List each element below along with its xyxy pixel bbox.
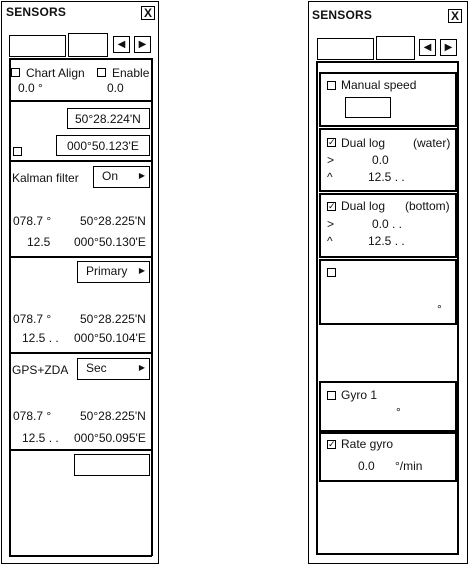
right-tab-next-button[interactable] xyxy=(440,39,457,56)
dual-log-bottom-checkbox[interactable]: ✓ xyxy=(328,201,336,211)
dual-log-water-type: (water) xyxy=(413,136,451,150)
kalman-filter-label: Kalman filter xyxy=(12,171,79,185)
chart-align-value: 0.0 ° xyxy=(18,81,43,95)
longitude-input[interactable]: 000°50.123'E xyxy=(56,135,150,156)
block1-heading: 078.7 ° xyxy=(13,214,52,228)
unlabeled-sensor-checkbox[interactable] xyxy=(327,268,336,277)
arrow-left-icon: ◀ xyxy=(423,42,432,53)
left-right-edge xyxy=(151,58,153,556)
left-bottom-line xyxy=(9,555,152,557)
block2-heading: 078.7 ° xyxy=(13,312,52,326)
block3-longitude: 000°50.095'E xyxy=(74,431,146,445)
unlabeled-sensor-degree: ° xyxy=(437,302,442,316)
left-left-edge xyxy=(9,58,11,556)
dual-log-bottom-label: Dual log xyxy=(341,199,386,213)
left-tab-divider xyxy=(9,58,152,60)
block2-latitude: 50°28.225'N xyxy=(80,312,146,326)
left-tab-2[interactable] xyxy=(68,33,108,57)
dropdown-arrow-icon: ▶ xyxy=(138,266,145,275)
kalman-filter-value: On xyxy=(102,169,119,183)
primary-dropdown[interactable] xyxy=(77,261,150,283)
enable-value: 0.0 xyxy=(107,81,124,95)
block1-longitude: 000°50.130'E xyxy=(74,235,146,249)
dual-log-bottom-sym2: ^ xyxy=(327,234,333,248)
gyro1-checkbox[interactable] xyxy=(327,391,336,400)
right-tab-1[interactable] xyxy=(317,38,374,60)
position-checkbox[interactable] xyxy=(13,147,22,156)
arrow-left-icon: ◀ xyxy=(117,39,126,50)
left-divider-1 xyxy=(9,100,152,102)
latitude-input[interactable]: 50°28.224'N xyxy=(67,108,150,129)
rate-gyro-label: Rate gyro xyxy=(341,437,394,451)
block3-heading: 078.7 ° xyxy=(13,409,52,423)
dual-log-water-val2: 12.5 . . xyxy=(368,170,405,184)
block1-speed: 12.5 xyxy=(27,235,51,249)
dual-log-bottom-val1: 0.0 . . xyxy=(372,217,403,231)
dual-log-water-sym1: > xyxy=(327,153,335,167)
left-divider-2 xyxy=(9,160,152,162)
manual-speed-input[interactable] xyxy=(345,97,391,118)
left-divider-5 xyxy=(9,449,152,451)
dual-log-bottom-type: (bottom) xyxy=(405,199,450,213)
gyro1-label: Gyro 1 xyxy=(341,388,378,402)
left-tab-1[interactable] xyxy=(9,35,66,57)
right-tab-prev-button[interactable] xyxy=(419,39,436,56)
right-tab-2[interactable] xyxy=(376,36,415,60)
left-divider-4 xyxy=(9,352,152,354)
block1-latitude: 50°28.225'N xyxy=(80,214,146,228)
manual-speed-checkbox[interactable] xyxy=(327,81,336,90)
sec-dropdown[interactable] xyxy=(77,358,150,380)
left-tab-prev-button[interactable] xyxy=(113,36,130,53)
primary-value: Primary xyxy=(86,264,128,278)
gps-zda-label: GPS+ZDA xyxy=(12,363,69,377)
right-close-button[interactable]: X xyxy=(448,9,462,23)
chart-align-label: Chart Align xyxy=(26,66,85,80)
right-window-title: SENSORS xyxy=(312,8,373,22)
rate-gyro-value: 0.0 xyxy=(358,459,375,473)
dropdown-arrow-icon: ▶ xyxy=(138,363,145,372)
block3-latitude: 50°28.225'N xyxy=(80,409,146,423)
dual-log-water-val1: 0.0 xyxy=(372,153,389,167)
gyro1-group xyxy=(319,381,457,432)
enable-label: Enable xyxy=(112,66,150,80)
block3-speed: 12.5 . . xyxy=(22,431,59,445)
chart-align-checkbox[interactable] xyxy=(11,68,20,77)
left-window-title: SENSORS xyxy=(6,5,67,19)
enable-checkbox[interactable] xyxy=(97,68,106,77)
dual-log-water-label: Dual log xyxy=(341,136,386,150)
arrow-right-icon: ▶ xyxy=(138,39,147,50)
gyro1-degree: ° xyxy=(396,405,401,419)
rate-gyro-unit: °/min xyxy=(395,459,423,473)
left-tab-next-button[interactable] xyxy=(134,36,151,53)
dual-log-bottom-val2: 12.5 . . xyxy=(368,234,405,248)
kalman-filter-dropdown[interactable] xyxy=(93,166,150,188)
manual-speed-label: Manual speed xyxy=(341,78,417,92)
arrow-right-icon: ▶ xyxy=(444,42,453,53)
sec-value: Sec xyxy=(86,361,107,375)
left-divider-3 xyxy=(9,256,152,258)
dual-log-water-sym2: ^ xyxy=(327,170,333,184)
block2-speed: 12.5 . . xyxy=(22,331,59,345)
block2-longitude: 000°50.104'E xyxy=(74,331,146,345)
left-close-button[interactable]: X xyxy=(141,6,155,20)
dual-log-water-checkbox[interactable]: ✓ xyxy=(328,137,336,147)
rate-gyro-checkbox[interactable]: ✓ xyxy=(328,439,336,449)
left-bottom-input[interactable] xyxy=(74,454,150,476)
dropdown-arrow-icon: ▶ xyxy=(138,171,145,180)
dual-log-bottom-sym1: > xyxy=(327,217,335,231)
